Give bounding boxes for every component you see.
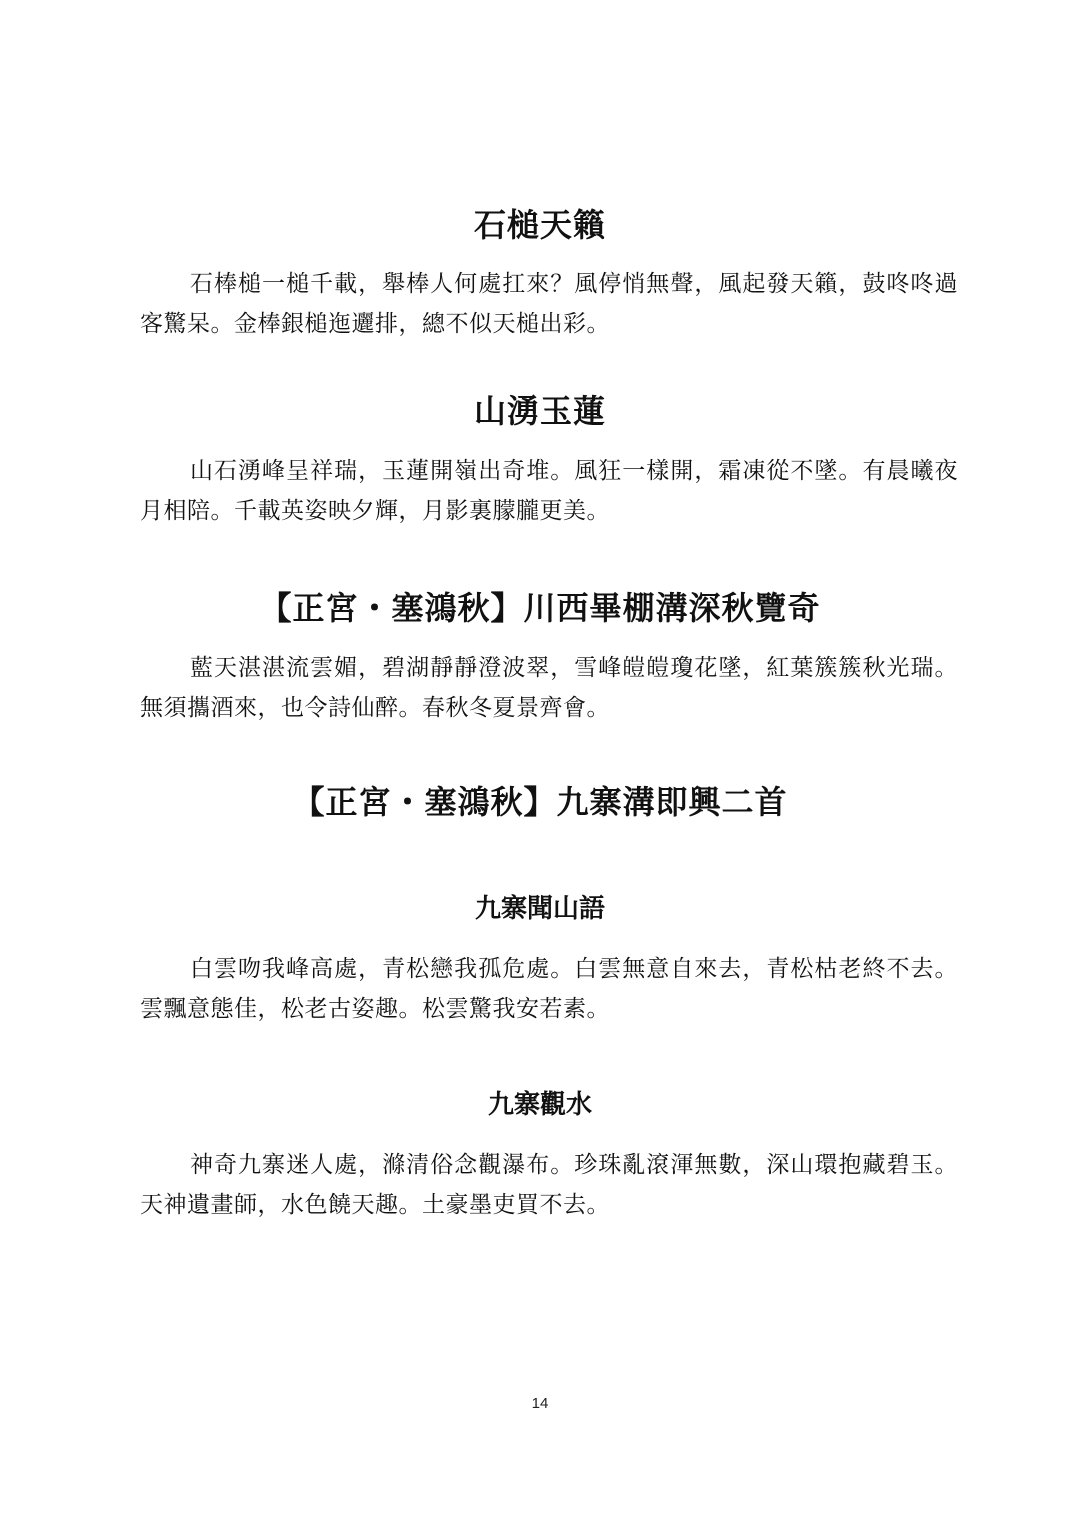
page-number: 14 [531,1395,549,1412]
poem-body-guan-shui: 神奇九寨迷人處，滌清俗念觀瀑布。珍珠亂滾渾無數，深山環抱藏碧玉。天神遺畫師，水色饒天趣。土豪墨吏買不去。 [140,1152,958,1218]
section-title-shanyong-yulian: 山湧玉蓮 [473,392,606,430]
poem-title-wen-shan-yu: 九寨聞山語 [474,894,605,924]
section-body-shanyong-yulian: 山石湧峰呈祥瑞，玉蓮開嶺出奇堆。風狂一樣開，霜凍從不墜。有晨曦夜月相陪。千載英姿映夕輝，月影裏朦朧更美。 [140,458,958,524]
section-title-bipenggou: 【正宮・塞鴻秋】川西畢棚溝深秋覽奇 [259,589,821,627]
poem-body-wen-shan-yu: 白雲吻我峰高處，青松戀我孤危處。白雲無意自來去，青松枯老終不去。雲飄意態佳，松老古姿趣。松雲驚我安若素。 [140,956,958,1022]
section-body-bipenggou: 藍天湛湛流雲媚，碧湖靜靜澄波翠，雪峰皚皚瓊花墜，紅葉簇簇秋光瑞。無須攜酒來，也令詩仙醉。春秋冬夏景齊會。 [140,655,958,721]
section-title-shichui-tianlai: 石槌天籟 [473,206,606,244]
section-body-shichui-tianlai: 石棒槌一槌千載，舉棒人何處扛來？風停悄無聲，風起發天籟，鼓咚咚過客驚呆。金棒銀槌迤邐排，總不似天槌出彩。 [140,271,958,337]
poem-title-guan-shui: 九寨觀水 [487,1090,592,1120]
section-title-jiuzhaigou: 【正宮・塞鴻秋】九寨溝即興二首 [292,783,788,821]
